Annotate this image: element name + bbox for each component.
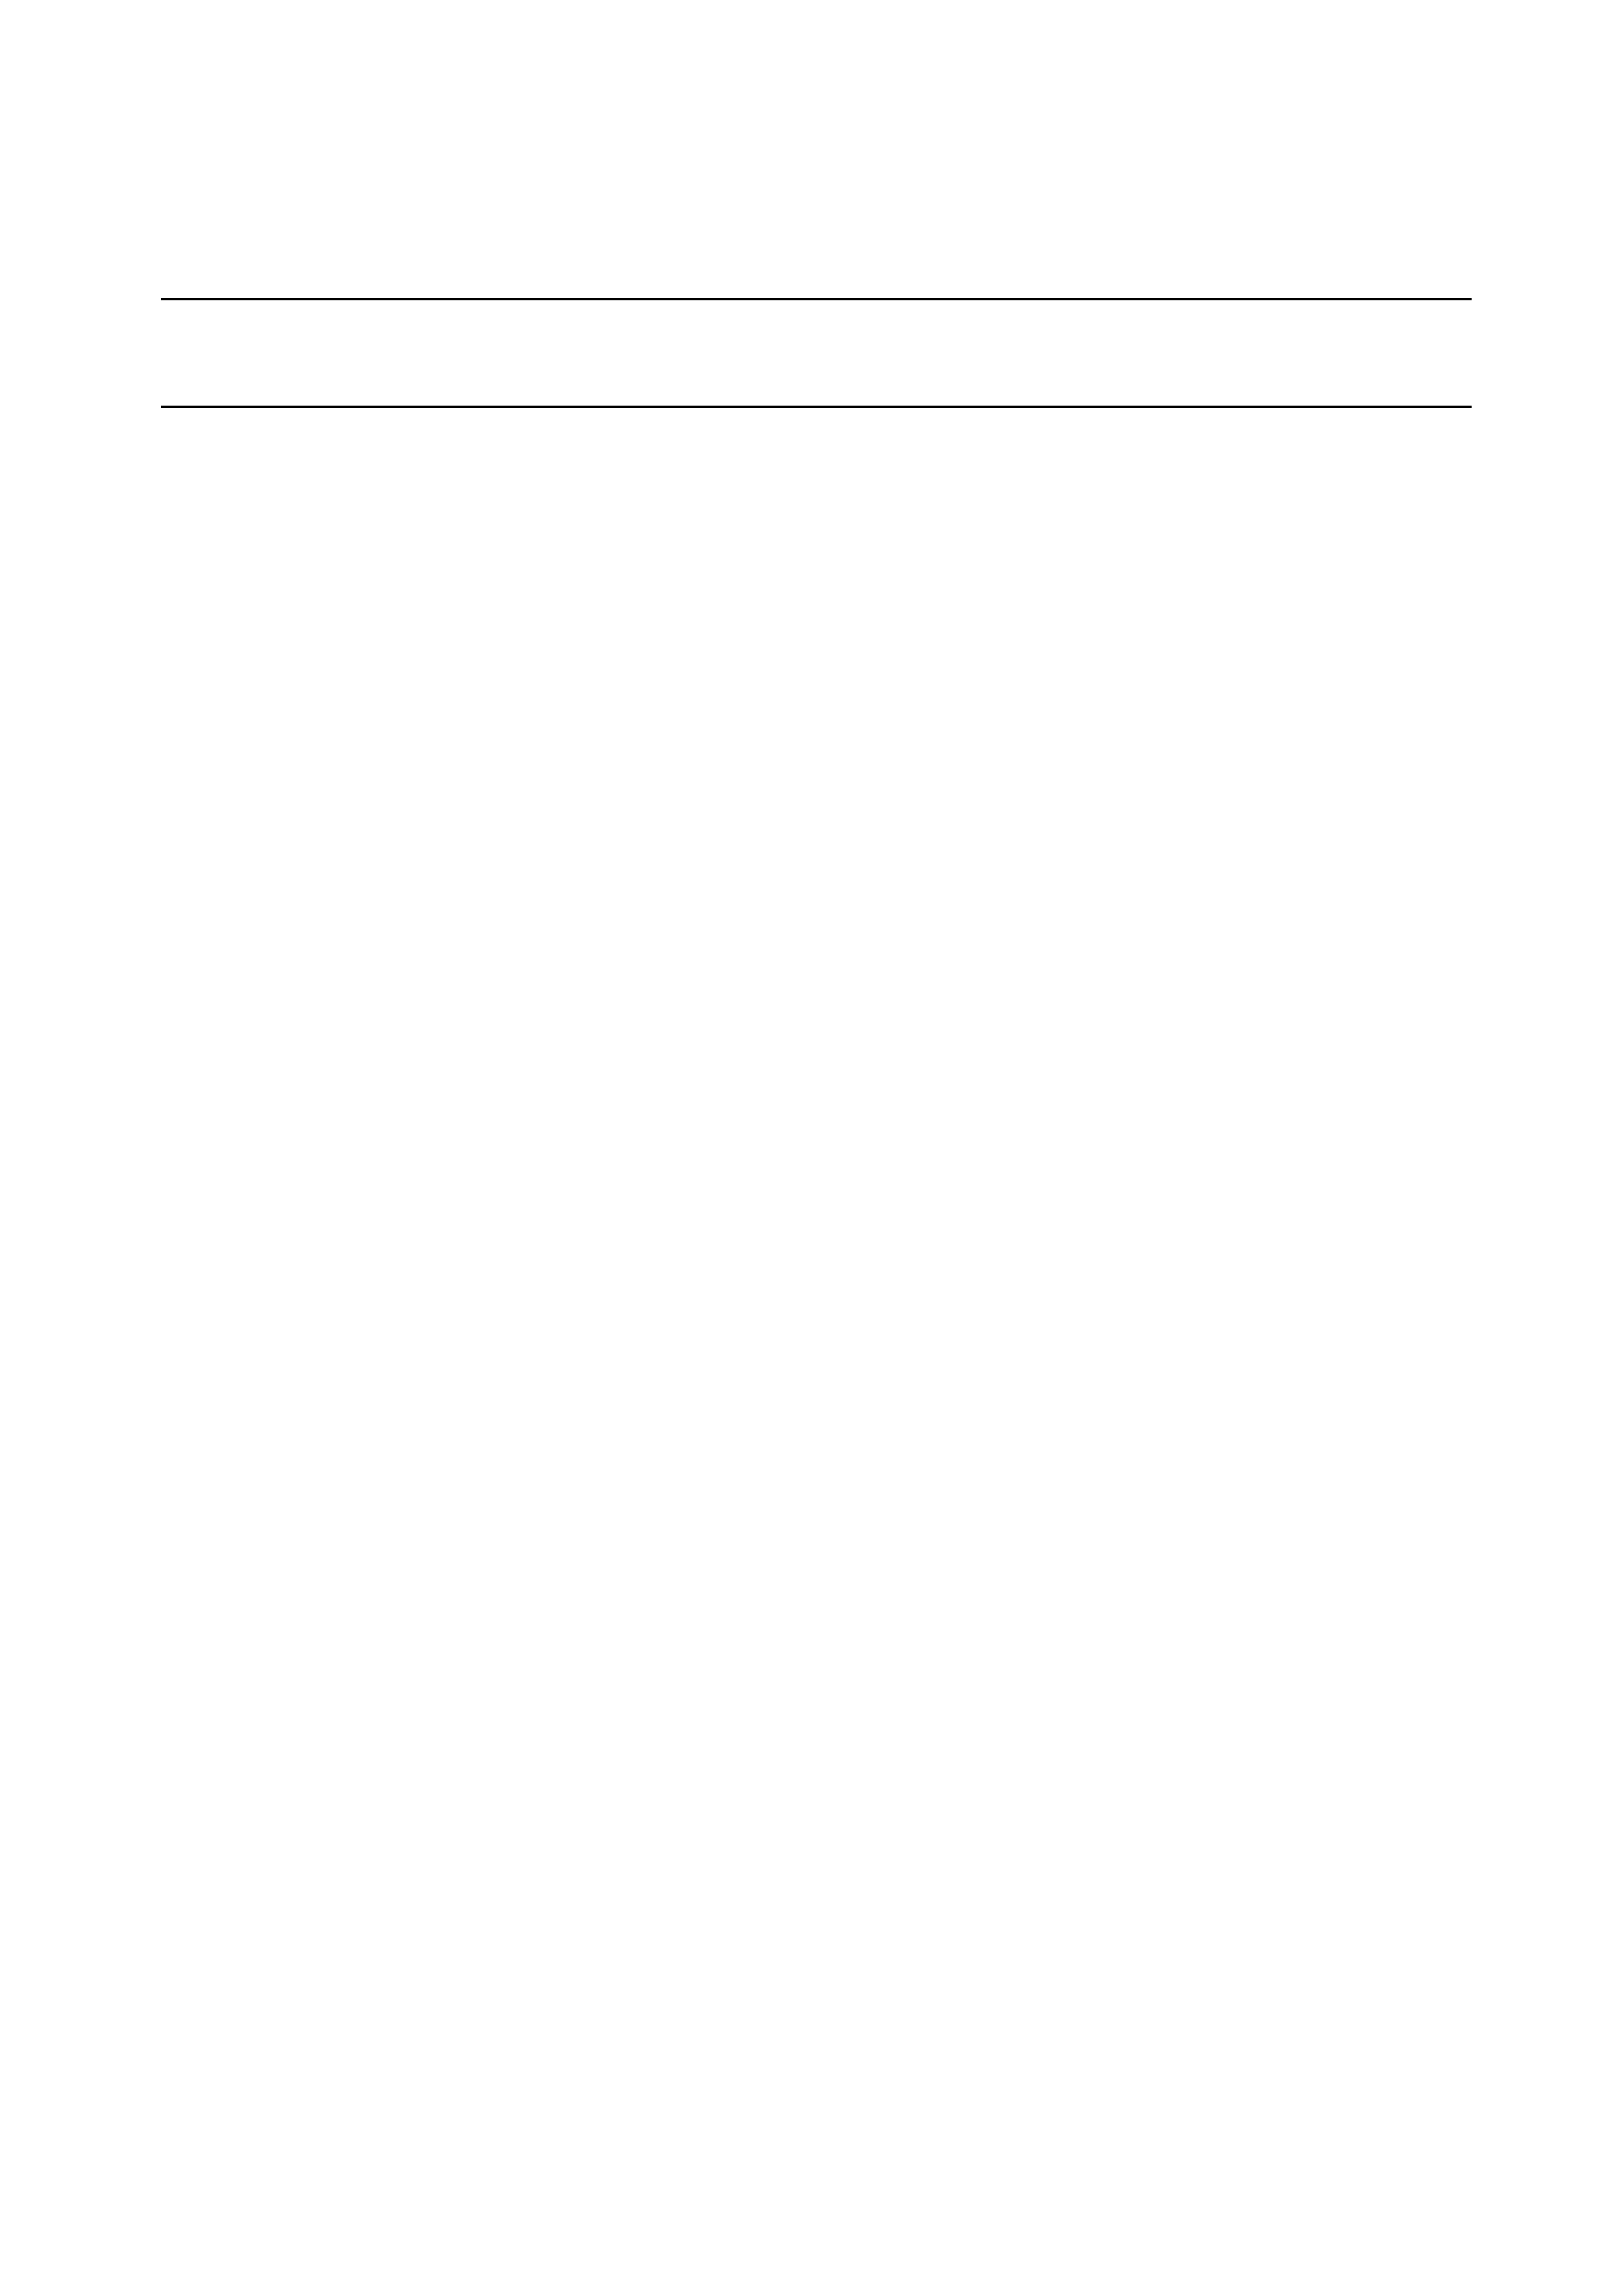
table-header-rule (161, 406, 1472, 408)
table-top-rule (161, 298, 1472, 300)
